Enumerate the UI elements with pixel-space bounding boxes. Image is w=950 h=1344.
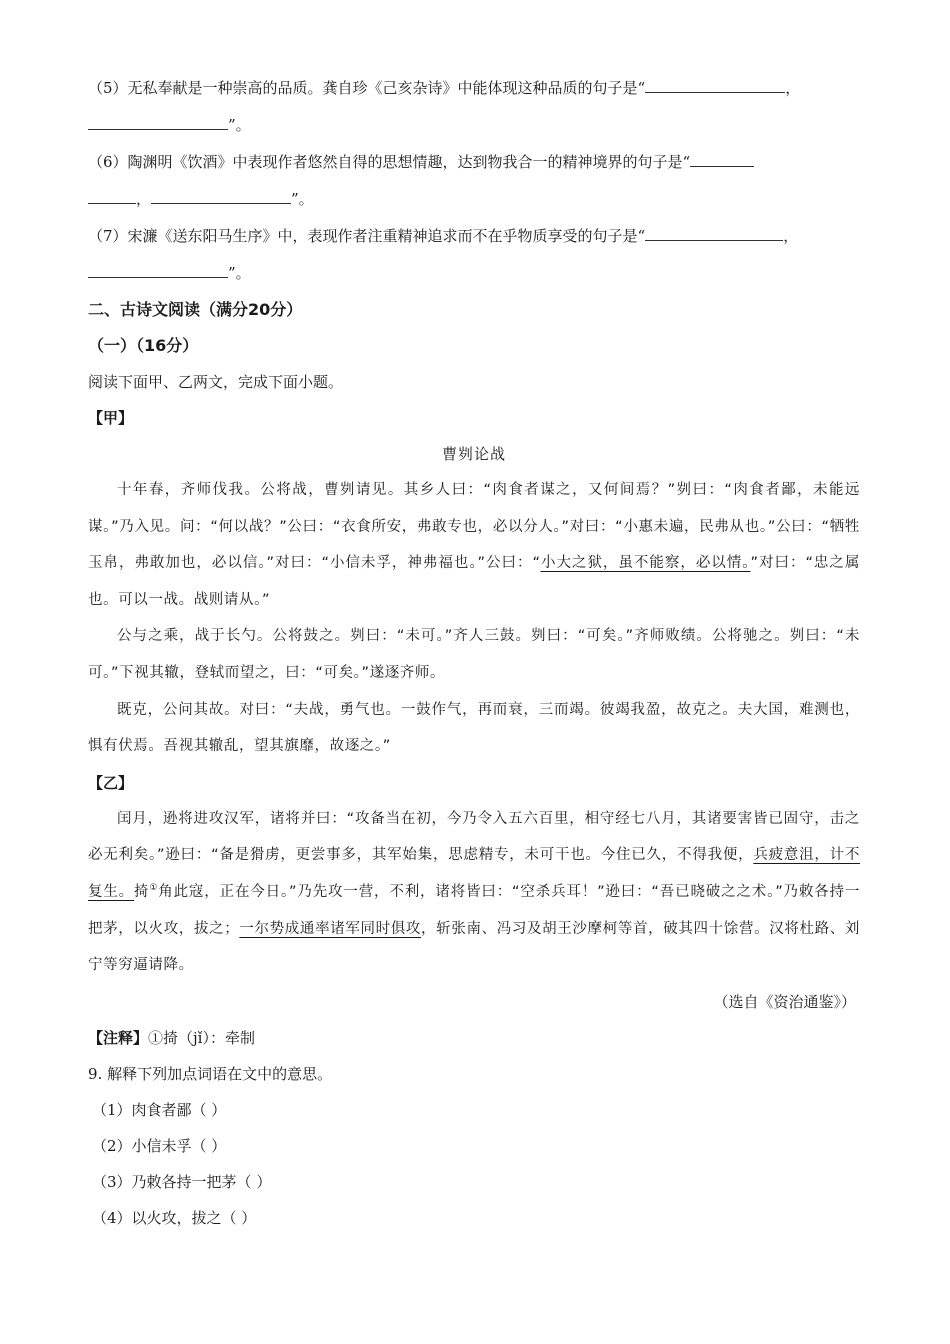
article-title: 曹刿论战 [441, 445, 506, 463]
note-label: 【注释】 [88, 1028, 149, 1047]
instruction: 阅读下面甲、乙两文，完成下面小题。 [88, 373, 344, 391]
note-text: ①掎（jǐ）：牵制 [148, 1028, 255, 1047]
underlined-sentence: 一尔势成通率诸军同时俱攻 [239, 920, 422, 937]
footnote-marker[interactable]: ① [149, 883, 159, 894]
question-9-item[interactable]: （2）小信未孚（ ） [92, 1136, 227, 1155]
jia-p1-text-end: ”对曰：“忠之属也。可以一战。战则请从。” [88, 555, 860, 608]
annotated-word: 掎 [134, 883, 150, 900]
question-5-text: （5）无私奉献是一种崇高的品质。龚自珍《己亥杂诗》中能体现这种品质的句子是“ [88, 79, 646, 97]
document-page [88, 70, 860, 1236]
question-6-line-1 [88, 144, 860, 181]
jia-paragraph-3: 既克，公问其故。对曰：“夫战，勇气也。一鼓作气，再而衰，三而竭。彼竭我盈，故克之。夫大国，难测也，惧有伏焉。吾视其辙乱，望其旗靡，故逐之。” [88, 701, 860, 755]
question-6-line-2 [88, 181, 860, 218]
question-5-line-2 [88, 107, 860, 144]
question-7-line-1 [88, 218, 860, 255]
question-9-item[interactable]: （3）乃敕各持一把茅（ ） [92, 1172, 272, 1191]
jia-label: 【甲】 [88, 409, 134, 427]
closing-quote: ”。 [228, 116, 251, 134]
jia-paragraph-1 [88, 472, 860, 618]
comma: ， [783, 227, 799, 245]
annotation-note [88, 1020, 860, 1056]
answer-blank[interactable] [151, 185, 291, 204]
yi-text: 闰月，逊将进攻汉军，诸将并曰：“攻备当在初，今乃令入五六百里，相守经七八月，其诸要害皆已固守，击之必无利矣。”逊曰：“备是猾虏，更尝事多，其军始集，思虑精专，未可干也。今住已久，不得我便， [88, 810, 860, 864]
sub-title: （一）（16分） [88, 336, 199, 355]
answer-blank-continued[interactable] [88, 185, 136, 204]
yi-label: 【乙】 [88, 773, 134, 792]
question-7-text: （7）宋濂《送东阳马生序》中，表现作者注重精神追求而不在乎物质享受的句子是“ [88, 227, 646, 245]
answer-blank[interactable] [88, 259, 228, 278]
question-5-line-1 [88, 70, 860, 107]
underlined-sentence: 小大之狱，虽不能察，必以情。 [540, 555, 751, 572]
question-7-line-2 [88, 255, 860, 292]
question-9-item[interactable]: （1）肉食者鄙（ ） [92, 1100, 227, 1119]
answer-blank[interactable] [645, 222, 783, 241]
closing-quote: ”。 [291, 190, 314, 208]
underlined-sentence: 兵疲意沮，计不复生。 [88, 847, 860, 900]
comma: ， [785, 79, 801, 97]
question-6-text: （6）陶渊明《饮酒》中表现作者悠然自得的思想情趣，达到物我合一的精神境界的句子是“ [88, 153, 691, 171]
answer-blank[interactable] [690, 148, 754, 167]
closing-quote: ”。 [228, 264, 251, 282]
yi-paragraph [88, 801, 860, 984]
section-title: 二、古诗文阅读（满分20分） [88, 300, 303, 319]
source-citation: （选自《资治通鉴》） [713, 992, 856, 1011]
yi-text: 角此寇，正在今日。”乃先攻一营，不利，诸将皆曰：“空杀兵耳！”逊曰：“吾已晓破之之术。”乃敕各持一把茅，以火攻，拔之； [88, 883, 860, 937]
jia-p1-text: 十年春，齐师伐我。公将战，曹刿请见。其乡人曰：“肉食者谋之，又何间焉？”刿曰：“肉食者鄙，未能远谋。”乃入见。问：“何以战？”公曰：“衣食所安，弗敢专也，必以分人。”对曰：“小惠未遍，民弗从也。”公曰：“牺牲玉帛，弗敢加也，必以信。”对曰：“小信未孚，神弗福也。”公曰：“ [88, 482, 860, 572]
jia-paragraph-2: 公与之乘，战于长勺。公将鼓之。刿曰：“未可。”齐人三鼓。刿曰：“可矣。”齐师败绩。公将驰之。刿曰：“未可。”下视其辙，登轼而望之，曰：“可矣。”遂逐齐师。 [88, 628, 860, 681]
answer-blank[interactable] [645, 74, 785, 93]
answer-blank[interactable] [88, 111, 228, 130]
question-9-item[interactable]: （4）以火攻，拔之（ ） [92, 1208, 257, 1227]
yi-text-end: ，斩张南、冯习及胡王沙摩柯等首，破其四十馀营。汉将杜路、刘宁等穷逼请降。 [88, 920, 861, 974]
question-9-title: 9. 解释下列加点词语在文中的意思。 [88, 1064, 333, 1083]
comma: ， [136, 190, 152, 208]
